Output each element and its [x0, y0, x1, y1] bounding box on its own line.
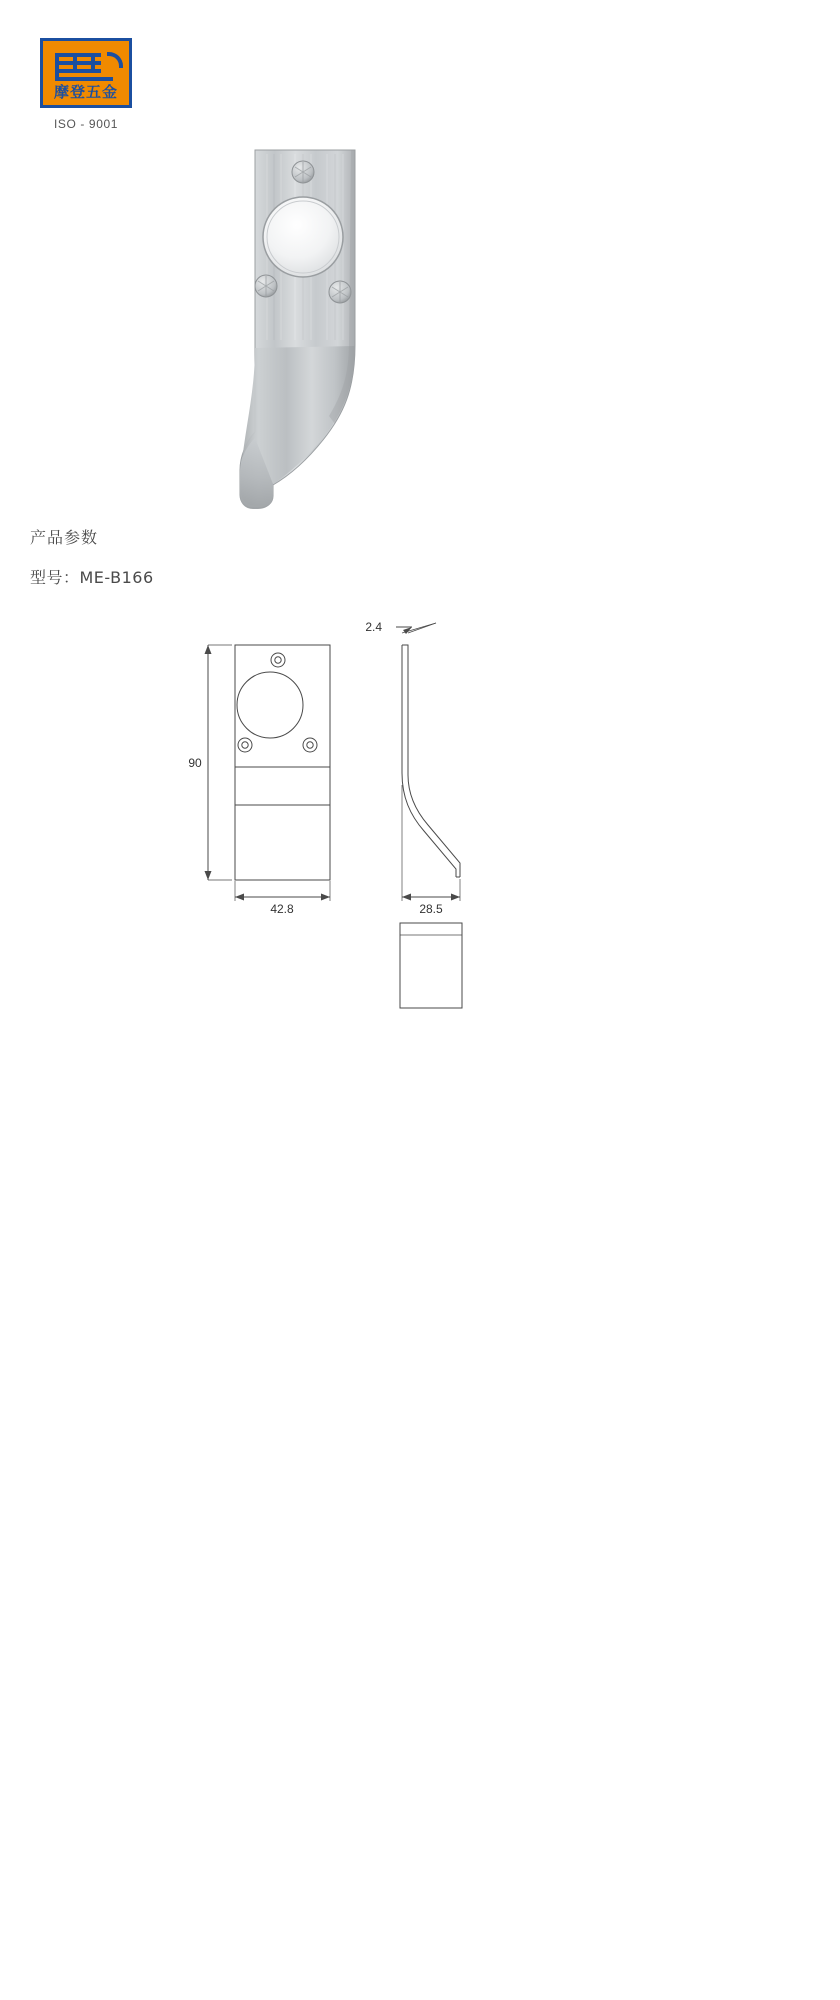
product-photo	[215, 140, 415, 520]
drawing-front-view	[205, 645, 331, 901]
section-title-specs: 产品参数	[30, 528, 99, 547]
dim-side-thickness: 2.4	[365, 620, 382, 634]
company-logo-icon	[40, 38, 132, 108]
brand-logo-block	[40, 38, 140, 131]
drawing-side-view	[396, 623, 460, 901]
technical-drawing	[160, 605, 560, 1035]
dim-side-depth: 28.5	[419, 902, 443, 916]
iso-certification-label: ISO - 9001	[53, 117, 119, 131]
drawing-bottom-view	[400, 923, 462, 1008]
logo-chinese-text: 摩登五金	[53, 83, 118, 101]
dim-front-width: 42.8	[270, 902, 294, 916]
dim-front-height: 90	[188, 756, 202, 770]
model-number-line: 型号：ME-B166	[30, 568, 154, 587]
